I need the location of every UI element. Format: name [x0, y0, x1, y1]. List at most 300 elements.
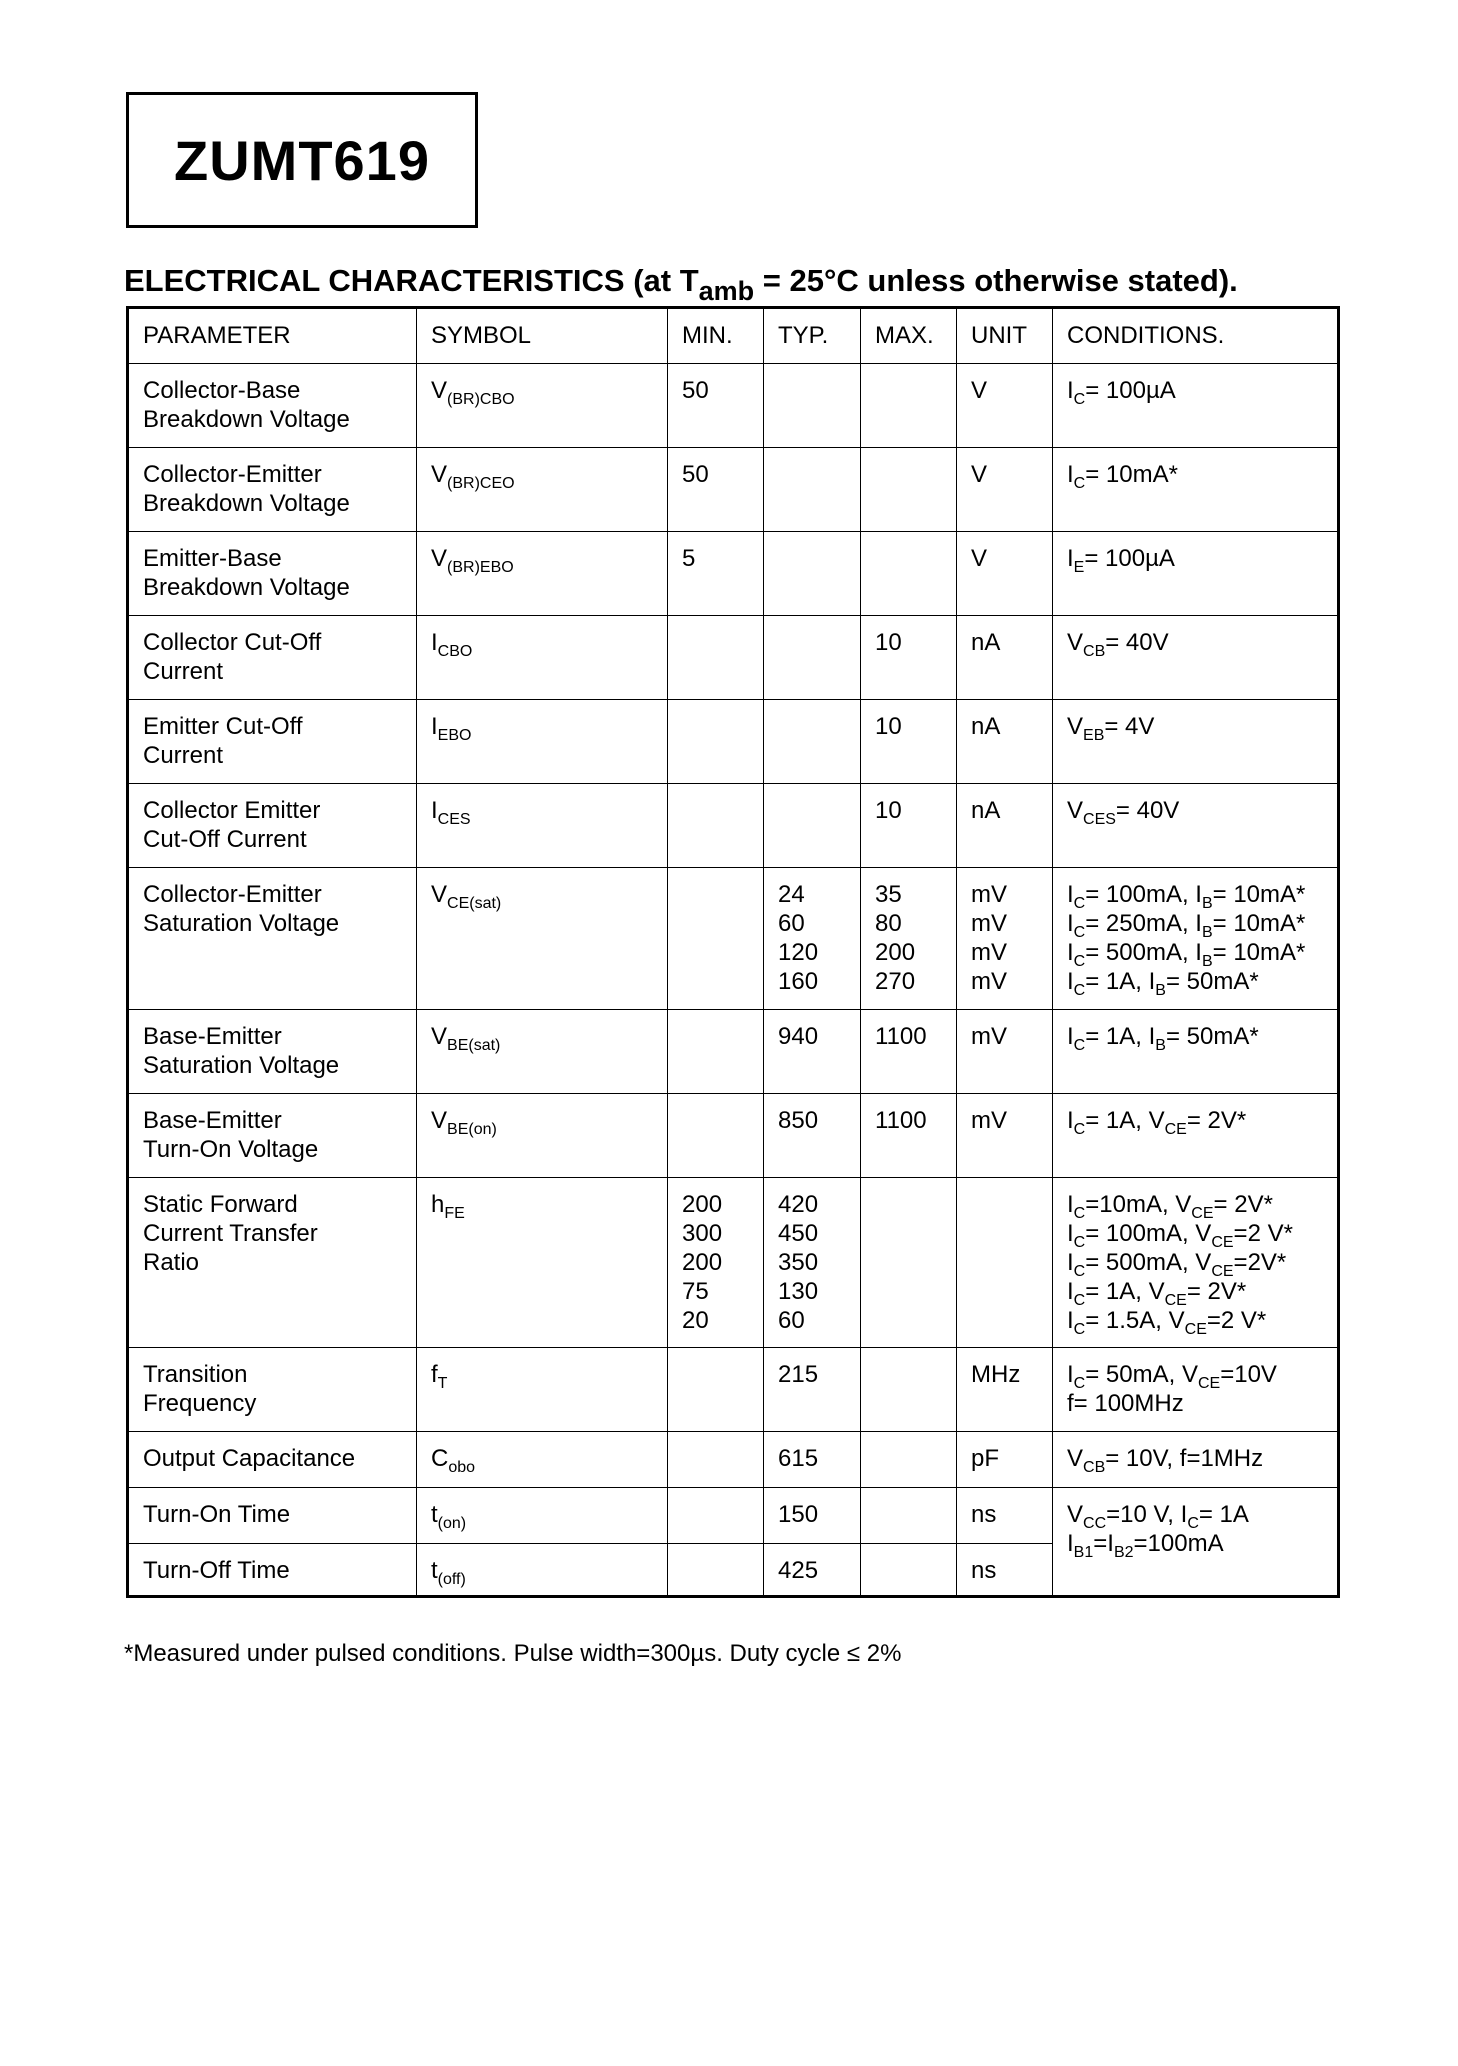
max-cell	[861, 448, 957, 532]
condition-text: V	[1067, 797, 1084, 824]
parameter-cell-value: Output Capacitance	[143, 1445, 356, 1472]
condition-text: = 100mA, V	[1085, 1220, 1212, 1247]
symbol-subscript: CE(sat)	[447, 895, 502, 912]
symbol-base: t	[431, 1557, 438, 1584]
condition-text: = 1A, I	[1085, 968, 1156, 995]
condition-text: I	[1067, 1249, 1074, 1276]
condition-text: I	[1067, 1191, 1074, 1218]
typ-cell	[764, 532, 861, 616]
symbol-base: V	[431, 545, 448, 572]
condition-line	[1067, 376, 1327, 408]
condition-text: I	[1067, 1220, 1074, 1247]
condition-text: I	[1067, 1107, 1074, 1134]
table-row	[128, 532, 1339, 616]
parameter-cell-value: Saturation Voltage	[143, 910, 340, 937]
table-row	[128, 616, 1339, 700]
condition-subscript: CE	[1211, 1263, 1234, 1280]
symbol-cell	[417, 1178, 668, 1348]
typ-cell	[764, 1010, 861, 1094]
min-cell-value: 300	[682, 1220, 723, 1247]
header-parameter: PARAMETER	[128, 308, 417, 364]
condition-line	[1067, 1190, 1327, 1222]
typ-cell	[764, 1094, 861, 1178]
parameter-cell-value: Frequency	[143, 1390, 257, 1417]
conditions-cell	[1053, 532, 1339, 616]
max-cell	[861, 1178, 957, 1348]
table-row	[128, 364, 1339, 448]
max-cell-value: 10	[875, 797, 902, 824]
typ-cell-value: 350	[778, 1249, 819, 1276]
typ-cell	[764, 1488, 861, 1544]
table-row	[128, 700, 1339, 784]
typ-cell	[764, 868, 861, 1010]
min-cell-value: 20	[682, 1307, 709, 1334]
min-cell	[668, 1544, 764, 1597]
unit-cell-value: mV	[971, 968, 1007, 995]
parameter-cell	[128, 448, 417, 532]
conditions-cell	[1053, 1094, 1339, 1178]
symbol-cell	[417, 532, 668, 616]
condition-subscript: C	[1073, 953, 1086, 970]
condition-subscript: C	[1073, 982, 1086, 999]
symbol-base: C	[431, 1445, 449, 1472]
max-cell-value: 10	[875, 629, 902, 656]
condition-subscript: C	[1073, 475, 1086, 492]
condition-text: V	[1067, 1445, 1084, 1472]
condition-text: V	[1067, 1501, 1084, 1528]
parameter-cell-value: Base-Emitter	[143, 1107, 282, 1134]
condition-subscript: EB	[1083, 727, 1105, 744]
unit-cell	[957, 364, 1053, 448]
symbol-subscript: EBO	[437, 727, 472, 744]
condition-line	[1067, 967, 1327, 999]
typ-cell-value: 150	[778, 1501, 819, 1528]
parameter-cell-value: Ratio	[143, 1249, 200, 1276]
max-cell-value: 10	[875, 713, 902, 740]
unit-cell-value: pF	[971, 1445, 1000, 1472]
condition-text: I	[1067, 377, 1074, 404]
parameter-cell-value: Saturation Voltage	[143, 1052, 340, 1079]
parameter-cell	[128, 532, 417, 616]
max-cell	[861, 1488, 957, 1544]
condition-subscript: CC	[1083, 1515, 1107, 1532]
symbol-subscript: (BR)EBO	[447, 559, 514, 576]
section-title-suffix: = 25°C unless otherwise stated).	[754, 263, 1238, 298]
condition-text: I	[1067, 545, 1074, 572]
symbol-cell	[417, 784, 668, 868]
typ-cell	[764, 1544, 861, 1597]
min-cell	[668, 532, 764, 616]
conditions-cell	[1053, 1432, 1339, 1488]
condition-text: = 100mA, I	[1085, 881, 1202, 908]
table-row	[128, 868, 1339, 1010]
unit-cell-value: ns	[971, 1501, 997, 1528]
condition-subscript: CE	[1164, 1121, 1187, 1138]
condition-line	[1067, 1360, 1327, 1392]
parameter-cell	[128, 1178, 417, 1348]
max-cell	[861, 1432, 957, 1488]
unit-cell	[957, 1488, 1053, 1544]
typ-cell-value: 615	[778, 1445, 819, 1472]
parameter-cell	[128, 616, 417, 700]
condition-text: I	[1067, 939, 1074, 966]
parameter-cell	[128, 784, 417, 868]
condition-text: =100mA	[1133, 1530, 1224, 1557]
electrical-characteristics-table	[126, 306, 1340, 1598]
max-cell	[861, 700, 957, 784]
condition-subscript: C	[1073, 1292, 1086, 1309]
parameter-cell-value: Collector-Emitter	[143, 461, 322, 488]
symbol-base: V	[431, 1107, 448, 1134]
condition-text: =2 V*	[1233, 1220, 1293, 1247]
condition-text: I	[1067, 461, 1074, 488]
condition-text: = 1A, V	[1085, 1278, 1165, 1305]
min-cell	[668, 1488, 764, 1544]
condition-line	[1067, 1500, 1327, 1532]
min-cell	[668, 700, 764, 784]
condition-line	[1067, 1444, 1327, 1476]
condition-text: =10mA, V	[1085, 1191, 1192, 1218]
conditions-cell	[1053, 1348, 1339, 1432]
condition-text: =10V	[1220, 1361, 1277, 1388]
condition-text: = 50mA*	[1165, 1023, 1259, 1050]
typ-cell	[764, 1178, 861, 1348]
symbol-cell	[417, 1348, 668, 1432]
typ-cell-value: 425	[778, 1557, 819, 1584]
min-cell-value: 50	[682, 377, 709, 404]
max-cell	[861, 1010, 957, 1094]
parameter-cell	[128, 1488, 417, 1544]
condition-text: = 100µA	[1084, 545, 1175, 572]
condition-subscript: C	[1187, 1515, 1199, 1532]
condition-subscript: C	[1073, 895, 1086, 912]
parameter-cell-value: Current	[143, 742, 224, 769]
min-cell	[668, 868, 764, 1010]
parameter-cell	[128, 1544, 417, 1597]
unit-cell-value: V	[971, 377, 988, 404]
max-cell	[861, 868, 957, 1010]
symbol-base: I	[431, 629, 438, 656]
symbol-cell	[417, 1094, 668, 1178]
parameter-cell-value: Breakdown Voltage	[143, 406, 350, 433]
symbol-cell	[417, 448, 668, 532]
condition-subscript: CE	[1191, 1205, 1214, 1222]
min-cell-value: 50	[682, 461, 709, 488]
typ-cell	[764, 364, 861, 448]
header-unit: UNIT	[957, 308, 1053, 364]
condition-subscript: C	[1073, 1234, 1086, 1251]
table-row	[128, 1178, 1339, 1348]
min-cell	[668, 1432, 764, 1488]
parameter-cell-value: Base-Emitter	[143, 1023, 282, 1050]
symbol-cell	[417, 616, 668, 700]
max-cell	[861, 784, 957, 868]
condition-line	[1067, 544, 1327, 576]
header-row	[128, 308, 1339, 364]
condition-text: =10 V, I	[1106, 1501, 1188, 1528]
parameter-cell-value: Collector Emitter	[143, 797, 321, 824]
max-cell-value: 80	[875, 910, 902, 937]
typ-cell-value: 940	[778, 1023, 819, 1050]
unit-cell	[957, 448, 1053, 532]
condition-line	[1067, 712, 1327, 744]
header-conditions: CONDITIONS.	[1053, 308, 1339, 364]
conditions-cell	[1053, 448, 1339, 532]
max-cell-value: 1100	[875, 1023, 927, 1050]
symbol-subscript: BE(sat)	[447, 1037, 501, 1054]
symbol-base: f	[431, 1361, 438, 1388]
max-cell	[861, 1544, 957, 1597]
condition-text: = 250mA, I	[1085, 910, 1202, 937]
table-row	[128, 1348, 1339, 1432]
condition-subscript: B2	[1113, 1544, 1134, 1561]
min-cell-value: 200	[682, 1249, 723, 1276]
min-cell	[668, 1094, 764, 1178]
condition-line	[1067, 1277, 1327, 1309]
condition-text: = 10V, f=1MHz	[1105, 1445, 1264, 1472]
symbol-cell	[417, 364, 668, 448]
symbol-subscript: obo	[448, 1459, 476, 1476]
unit-cell-value: nA	[971, 797, 1001, 824]
condition-text: = 1A, I	[1085, 1023, 1156, 1050]
condition-subscript: B	[1155, 1037, 1166, 1054]
unit-cell-value: ns	[971, 1557, 997, 1584]
condition-text: = 2V*	[1186, 1278, 1247, 1305]
condition-subscript: CE	[1184, 1321, 1207, 1338]
conditions-cell	[1053, 616, 1339, 700]
condition-subscript: C	[1073, 391, 1086, 408]
symbol-base: V	[431, 881, 448, 908]
parameter-cell-value: Emitter Cut-Off	[143, 713, 303, 740]
typ-cell-value: 60	[778, 1307, 805, 1334]
symbol-cell	[417, 1010, 668, 1094]
table-row	[128, 784, 1339, 868]
parameter-cell	[128, 700, 417, 784]
condition-text: = 1.5A, V	[1085, 1307, 1185, 1334]
max-cell	[861, 1348, 957, 1432]
condition-text: = 1A, V	[1085, 1107, 1165, 1134]
condition-line	[1067, 1389, 1327, 1418]
symbol-base: V	[431, 1023, 448, 1050]
condition-text: = 2V*	[1213, 1191, 1273, 1218]
condition-text: = 1A	[1198, 1501, 1249, 1528]
typ-cell-value: 420	[778, 1191, 819, 1218]
condition-subscript: B	[1201, 953, 1213, 970]
condition-text: = 50mA, V	[1085, 1361, 1198, 1388]
condition-text: f= 100MHz	[1067, 1390, 1184, 1417]
min-cell-value: 200	[682, 1191, 723, 1218]
symbol-base: I	[431, 713, 438, 740]
typ-cell-value: 215	[778, 1361, 819, 1388]
header-typ: TYP.	[764, 308, 861, 364]
condition-text: I	[1067, 968, 1074, 995]
min-cell-value: 5	[682, 545, 696, 572]
symbol-subscript: CES	[437, 811, 471, 828]
condition-line	[1067, 1529, 1327, 1561]
condition-text: =I	[1093, 1530, 1114, 1557]
parameter-cell	[128, 1348, 417, 1432]
condition-line	[1067, 1306, 1327, 1338]
symbol-subscript: FE	[444, 1205, 465, 1222]
symbol-cell	[417, 868, 668, 1010]
unit-cell	[957, 1178, 1053, 1348]
condition-text: =2V*	[1233, 1249, 1287, 1276]
condition-line	[1067, 628, 1327, 660]
unit-cell-value: nA	[971, 713, 1001, 740]
condition-text: = 10mA*	[1085, 461, 1178, 488]
symbol-subscript: (off)	[437, 1571, 466, 1588]
condition-subscript: C	[1073, 924, 1086, 941]
condition-subscript: C	[1073, 1263, 1086, 1280]
parameter-cell-value: Turn-On Voltage	[143, 1136, 319, 1163]
min-cell	[668, 784, 764, 868]
condition-subscript: C	[1073, 1375, 1086, 1392]
section-title-sub: amb	[698, 276, 755, 306]
max-cell	[861, 532, 957, 616]
parameter-cell	[128, 364, 417, 448]
header-min: MIN.	[668, 308, 764, 364]
condition-line	[1067, 796, 1327, 828]
part-number: ZUMT619	[174, 128, 430, 192]
unit-cell-value: V	[971, 461, 988, 488]
symbol-cell	[417, 700, 668, 784]
typ-cell-value: 130	[778, 1278, 819, 1305]
min-cell	[668, 364, 764, 448]
conditions-cell	[1053, 1178, 1339, 1348]
parameter-cell-value: Breakdown Voltage	[143, 574, 350, 601]
condition-subscript: C	[1073, 1205, 1086, 1222]
condition-text: = 100µA	[1085, 377, 1176, 404]
condition-subscript: CB	[1083, 643, 1106, 660]
unit-cell	[957, 1010, 1053, 1094]
min-cell	[668, 1010, 764, 1094]
condition-text: = 500mA, V	[1085, 1249, 1212, 1276]
condition-text: = 40V	[1105, 629, 1169, 656]
unit-cell-value: mV	[971, 910, 1007, 937]
typ-cell-value: 850	[778, 1107, 819, 1134]
conditions-cell	[1053, 1488, 1339, 1597]
parameter-cell-value: Collector Cut-Off	[143, 629, 322, 656]
typ-cell-value: 24	[778, 881, 805, 908]
unit-cell	[957, 1432, 1053, 1488]
condition-subscript: C	[1073, 1321, 1086, 1338]
condition-text: =2 V*	[1206, 1307, 1267, 1334]
section-title	[124, 263, 1424, 307]
condition-subscript: B	[1155, 982, 1166, 999]
parameter-cell-value: Turn-On Time	[143, 1501, 291, 1528]
unit-cell	[957, 1544, 1053, 1597]
unit-cell-value: mV	[971, 1107, 1007, 1134]
unit-cell	[957, 700, 1053, 784]
symbol-cell	[417, 1544, 668, 1597]
condition-subscript: C	[1073, 1037, 1086, 1054]
unit-cell-value: nA	[971, 629, 1001, 656]
parameter-cell-value: Current Transfer	[143, 1220, 318, 1247]
condition-text: I	[1067, 1530, 1074, 1557]
conditions-cell	[1053, 700, 1339, 784]
table-row	[128, 448, 1339, 532]
part-number-box	[126, 92, 478, 228]
condition-subscript: CE	[1211, 1234, 1234, 1251]
parameter-cell-value: Emitter-Base	[143, 545, 282, 572]
condition-line	[1067, 1022, 1327, 1054]
conditions-cell	[1053, 1010, 1339, 1094]
condition-text: I	[1067, 1023, 1074, 1050]
min-cell	[668, 616, 764, 700]
symbol-subscript: (on)	[437, 1515, 467, 1532]
condition-subscript: CE	[1164, 1292, 1187, 1309]
typ-cell	[764, 448, 861, 532]
unit-cell-value: V	[971, 545, 988, 572]
symbol-base: t	[431, 1501, 438, 1528]
min-cell	[668, 448, 764, 532]
symbol-base: I	[431, 797, 438, 824]
condition-line	[1067, 909, 1327, 941]
condition-subscript: B1	[1073, 1544, 1094, 1561]
min-cell	[668, 1348, 764, 1432]
header-symbol: SYMBOL	[417, 308, 668, 364]
symbol-subscript: T	[437, 1375, 448, 1392]
condition-subscript: B	[1201, 895, 1213, 912]
footnote: *Measured under pulsed conditions. Pulse width=300µs. Duty cycle ≤ 2%	[124, 1640, 902, 1667]
condition-text: = 10mA*	[1212, 881, 1306, 908]
typ-cell-value: 450	[778, 1220, 819, 1247]
condition-text: I	[1067, 910, 1074, 937]
unit-cell-value: MHz	[971, 1361, 1021, 1388]
table-row	[128, 1432, 1339, 1488]
condition-text: = 500mA, I	[1085, 939, 1202, 966]
min-cell-value: 75	[682, 1278, 709, 1305]
unit-cell-value: mV	[971, 881, 1007, 908]
condition-line	[1067, 880, 1327, 912]
unit-cell	[957, 784, 1053, 868]
symbol-base: V	[431, 461, 448, 488]
condition-text: V	[1067, 713, 1084, 740]
symbol-base: V	[431, 377, 448, 404]
parameter-cell-value: Cut-Off Current	[143, 826, 307, 853]
condition-text: = 4V	[1104, 713, 1155, 740]
condition-text: I	[1067, 1361, 1074, 1388]
condition-text: = 10mA*	[1212, 910, 1306, 937]
parameter-cell	[128, 1094, 417, 1178]
max-cell	[861, 364, 957, 448]
condition-text: I	[1067, 1307, 1074, 1334]
unit-cell-value: mV	[971, 939, 1007, 966]
condition-line	[1067, 1106, 1327, 1138]
max-cell	[861, 1094, 957, 1178]
parameter-cell-value: Static Forward	[143, 1191, 298, 1218]
parameter-cell	[128, 1432, 417, 1488]
condition-line	[1067, 1219, 1327, 1251]
condition-subscript: CES	[1083, 811, 1116, 828]
conditions-cell	[1053, 364, 1339, 448]
max-cell-value: 1100	[875, 1107, 927, 1134]
typ-cell-value: 160	[778, 968, 819, 995]
min-cell	[668, 1178, 764, 1348]
symbol-subscript: (BR)CEO	[447, 475, 515, 492]
typ-cell	[764, 1348, 861, 1432]
condition-text: = 10mA*	[1212, 939, 1306, 966]
symbol-cell	[417, 1432, 668, 1488]
typ-cell-value: 120	[778, 939, 819, 966]
symbol-subscript: BE(on)	[447, 1121, 497, 1138]
header-max: MAX.	[861, 308, 957, 364]
unit-cell-value: mV	[971, 1023, 1007, 1050]
symbol-cell	[417, 1488, 668, 1544]
typ-cell-value: 60	[778, 910, 805, 937]
condition-subscript: E	[1073, 559, 1085, 576]
symbol-subscript: (BR)CBO	[447, 391, 515, 408]
